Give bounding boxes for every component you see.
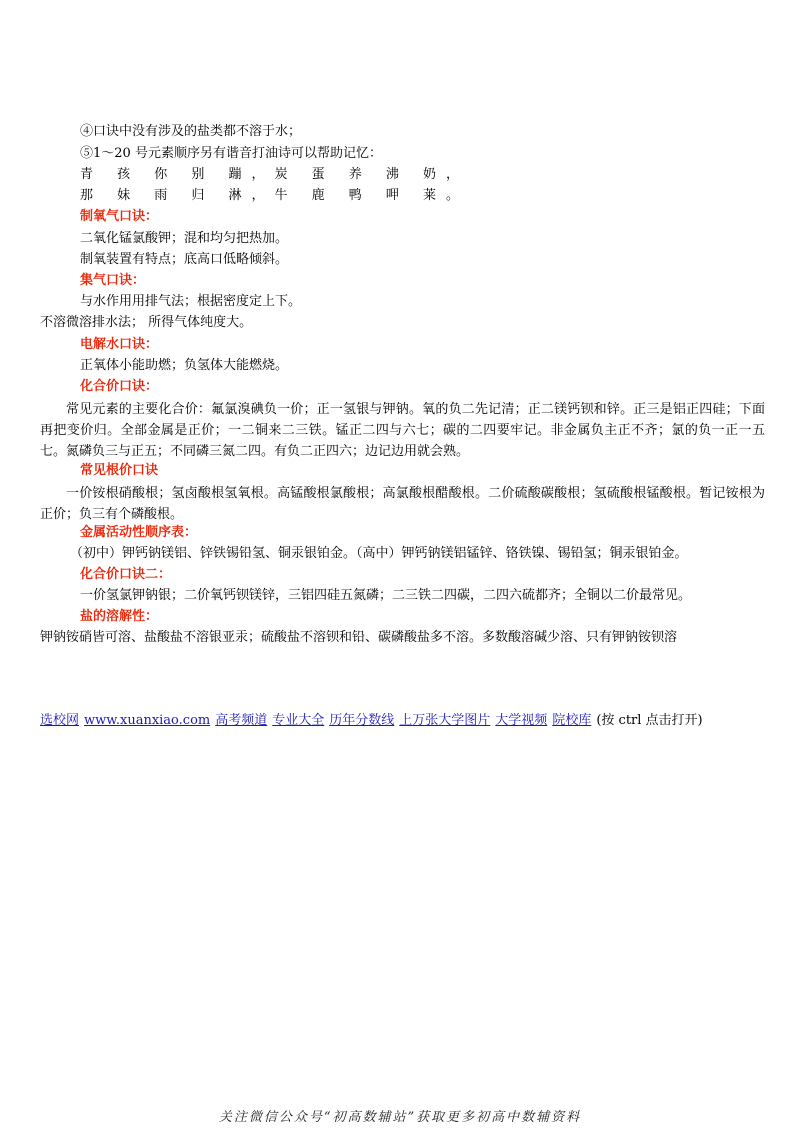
link-videos[interactable]: 大学视频 <box>495 713 548 728</box>
valence-paragraph: 常见元素的主要化合价：氟氯溴碘负一价；正一氢银与钾钠。氧的负二先记清；正二镁钙钡和锌。正三是铝正四硅；下面再把变价归。全部金属是正价；一二铜来二三铁。锰正二四与六七；碳的二四要牢记。非金属负主正不齐；氯的负一正一五七。氮磷负三与正五；不同磷三氮二四。有负二正四六；边记边用就会熟。 <box>40 402 765 459</box>
electrolysis-heading: 电解水口诀： <box>80 337 159 352</box>
activity-heading: 金属活动性顺序表： <box>80 525 198 540</box>
oxygen-line-1: 二氧化锰氯酸钾；混和均匀把热加。 <box>80 231 289 246</box>
link-bar <box>40 712 703 730</box>
valence-heading: 化合价口诀： <box>80 379 159 394</box>
link-scores[interactable]: 历年分数线 <box>329 713 395 728</box>
link-pictures[interactable]: 上万张大学图片 <box>399 713 491 728</box>
radical-paragraph: 一价铵根硝酸根；氢卤酸根氢氧根。高锰酸根氯酸根；高氯酸根醋酸根。二价硫酸碳酸根；氢硫酸根锰酸根。暂记铵根为正价；负三有个磷酸根。 <box>40 486 765 522</box>
radical-heading: 常见根价口诀 <box>80 463 159 478</box>
collect-heading: 集气口诀： <box>80 273 146 288</box>
collect-line-2: 不溶微溶排水法； 所得气体纯度大。 <box>40 315 253 330</box>
solubility-line-1: 钾钠铵硝皆可溶、盐酸盐不溶银亚汞；硫酸盐不溶钡和铅、碳磷酸盐多不溶。多数酸溶碱少溶、只有钾钠铵钡溶 <box>40 630 678 645</box>
oxygen-line-2: 制氧装置有特点；底高口低略倾斜。 <box>80 252 289 267</box>
link-majors[interactable]: 专业大全 <box>272 713 325 728</box>
link-xuanxiao-url[interactable]: www.xuanxiao.com <box>84 713 211 728</box>
valence2-line-1: 一价氢氯钾钠银；二价氧钙钡镁锌，三铝四硅五氮磷；二三铁二四碳，二四六硫都齐；全铜以二价最常见。 <box>80 588 692 603</box>
rule-5-text: ⑤1～20 号元素顺序另有谐音打油诗可以帮助记忆： <box>80 146 382 161</box>
link-schools[interactable]: 院校库 <box>552 713 592 728</box>
link-xuanxiao[interactable]: 选校网 <box>40 713 80 728</box>
valence2-heading: 化合价口诀二： <box>80 567 172 582</box>
activity-line-1: （初中）钾钙钠镁铝、锌铁锡铅氢、铜汞银铂金。（高中）钾钙钠镁铝锰锌、铬铁镍、锡铅氢；铜汞银铂金。 <box>70 546 688 561</box>
poem-line-2: 那 妹 雨 归 淋，牛 鹿 鸭 呷 莱。 <box>80 188 470 203</box>
rule-4-text: ④口诀中没有涉及的盐类都不溶于水； <box>80 124 302 139</box>
poem-line-1: 青 孩 你 别 蹦，炭 蛋 养 沸 奶， <box>80 167 470 182</box>
collect-line-1: 与水作用用排气法；根据密度定上下。 <box>80 294 302 309</box>
footer-promo: 关注微信公众号“初高数辅站”获取更多初高中数辅资料 <box>218 1110 582 1125</box>
link-note: (按 ctrl 点击打开) <box>596 713 703 728</box>
oxygen-heading: 制氧气口诀： <box>80 209 159 224</box>
link-gaokao[interactable]: 高考频道 <box>215 713 268 728</box>
electrolysis-line-1: 正氧体小能助燃；负氢体大能燃烧。 <box>80 358 289 373</box>
solubility-heading: 盐的溶解性： <box>80 609 159 624</box>
